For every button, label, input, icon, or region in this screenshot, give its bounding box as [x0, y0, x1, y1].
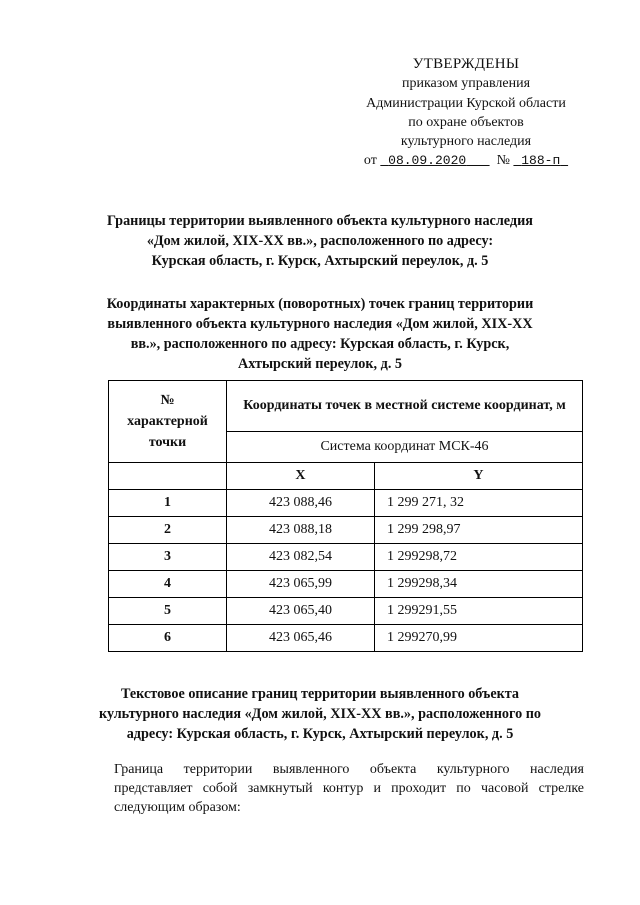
x-value: 423 082,54	[227, 544, 375, 571]
coordinates-header: Координаты точек в местной системе координат, м	[227, 381, 583, 432]
point-number: 1	[109, 490, 227, 517]
coord-system-label: Система координат МСК-46	[227, 432, 583, 463]
y-value: 1 299 298,97	[374, 517, 582, 544]
paragraph-line: следующим образом:	[114, 800, 241, 815]
empty-cell	[109, 463, 227, 490]
table-row	[109, 598, 583, 625]
table-row	[109, 490, 583, 517]
heading-line: Текстовое описание границ территории выявленного объекта	[120, 686, 520, 702]
axis-header-row	[109, 463, 583, 490]
approval-line: культурного наследия	[400, 134, 532, 150]
y-value: 1 299298,34	[374, 571, 582, 598]
x-value: 423 088,18	[227, 517, 375, 544]
approval-line: приказом управления	[401, 76, 531, 92]
point-number: 6	[109, 625, 227, 652]
table-row	[109, 625, 583, 652]
heading-line: культурного наследия «Дом жилой, XIX-XX вв.», расположенного по	[98, 706, 541, 722]
description-paragraph	[114, 760, 584, 817]
number-prefix: №	[496, 153, 510, 169]
y-header: Y	[374, 463, 582, 490]
x-value: 423 088,46	[227, 490, 375, 517]
title-line: Курская область, г. Курск, Ахтырский переулок, д. 5	[151, 253, 489, 269]
table-row	[109, 544, 583, 571]
y-value: 1 299291,55	[374, 598, 582, 625]
order-number: 188-п	[521, 153, 561, 169]
title-line: «Дом жилой, XIX-XX вв.», расположенного по адресу:	[146, 233, 494, 249]
point-number: 5	[109, 598, 227, 625]
paragraph-line: Граница территории выявленного объекта культурного наследия	[114, 762, 584, 777]
point-number-header: № характерной точки	[109, 381, 227, 463]
y-value: 1 299270,99	[374, 625, 582, 652]
date-prefix: от	[363, 153, 377, 169]
description-heading	[80, 684, 560, 744]
heading-line: вв.», расположенного по адресу: Курская область, г. Курск,	[130, 336, 510, 352]
approval-stamp	[346, 55, 586, 171]
heading-line: адресу: Курская область, г. Курск, Ахтырский переулок, д. 5	[126, 726, 514, 742]
table-row	[109, 571, 583, 598]
y-value: 1 299298,72	[374, 544, 582, 571]
approval-line: Администрации Курской области	[366, 95, 566, 111]
approval-line: по охране объектов	[408, 114, 524, 130]
x-header: X	[227, 463, 375, 490]
coordinates-heading	[80, 294, 560, 374]
title-line: Границы территории выявленного объекта культурного наследия	[107, 213, 533, 229]
table-row	[109, 517, 583, 544]
coordinates-table	[108, 380, 583, 652]
heading-line: Координаты характерных (поворотных) точек границ территории	[106, 296, 534, 312]
point-number: 2	[109, 517, 227, 544]
y-value: 1 299 271, 32	[374, 490, 582, 517]
heading-line: выявленного объекта культурного наследия «Дом жилой, XIX-XX	[107, 316, 533, 332]
x-value: 423 065,46	[227, 625, 375, 652]
approval-heading: УТВЕРЖДЕНЫ	[412, 56, 520, 72]
heading-line: Ахтырский переулок, д. 5	[237, 356, 403, 372]
point-number: 4	[109, 571, 227, 598]
table-header-row	[109, 381, 583, 432]
order-date: 08.09.2020	[388, 153, 467, 169]
point-number: 3	[109, 544, 227, 571]
order-line	[346, 151, 586, 170]
paragraph-line: представляет собой замкнутый контур и проходит по часовой стрелке	[114, 781, 584, 796]
document-title	[80, 211, 560, 271]
x-value: 423 065,99	[227, 571, 375, 598]
x-value: 423 065,40	[227, 598, 375, 625]
